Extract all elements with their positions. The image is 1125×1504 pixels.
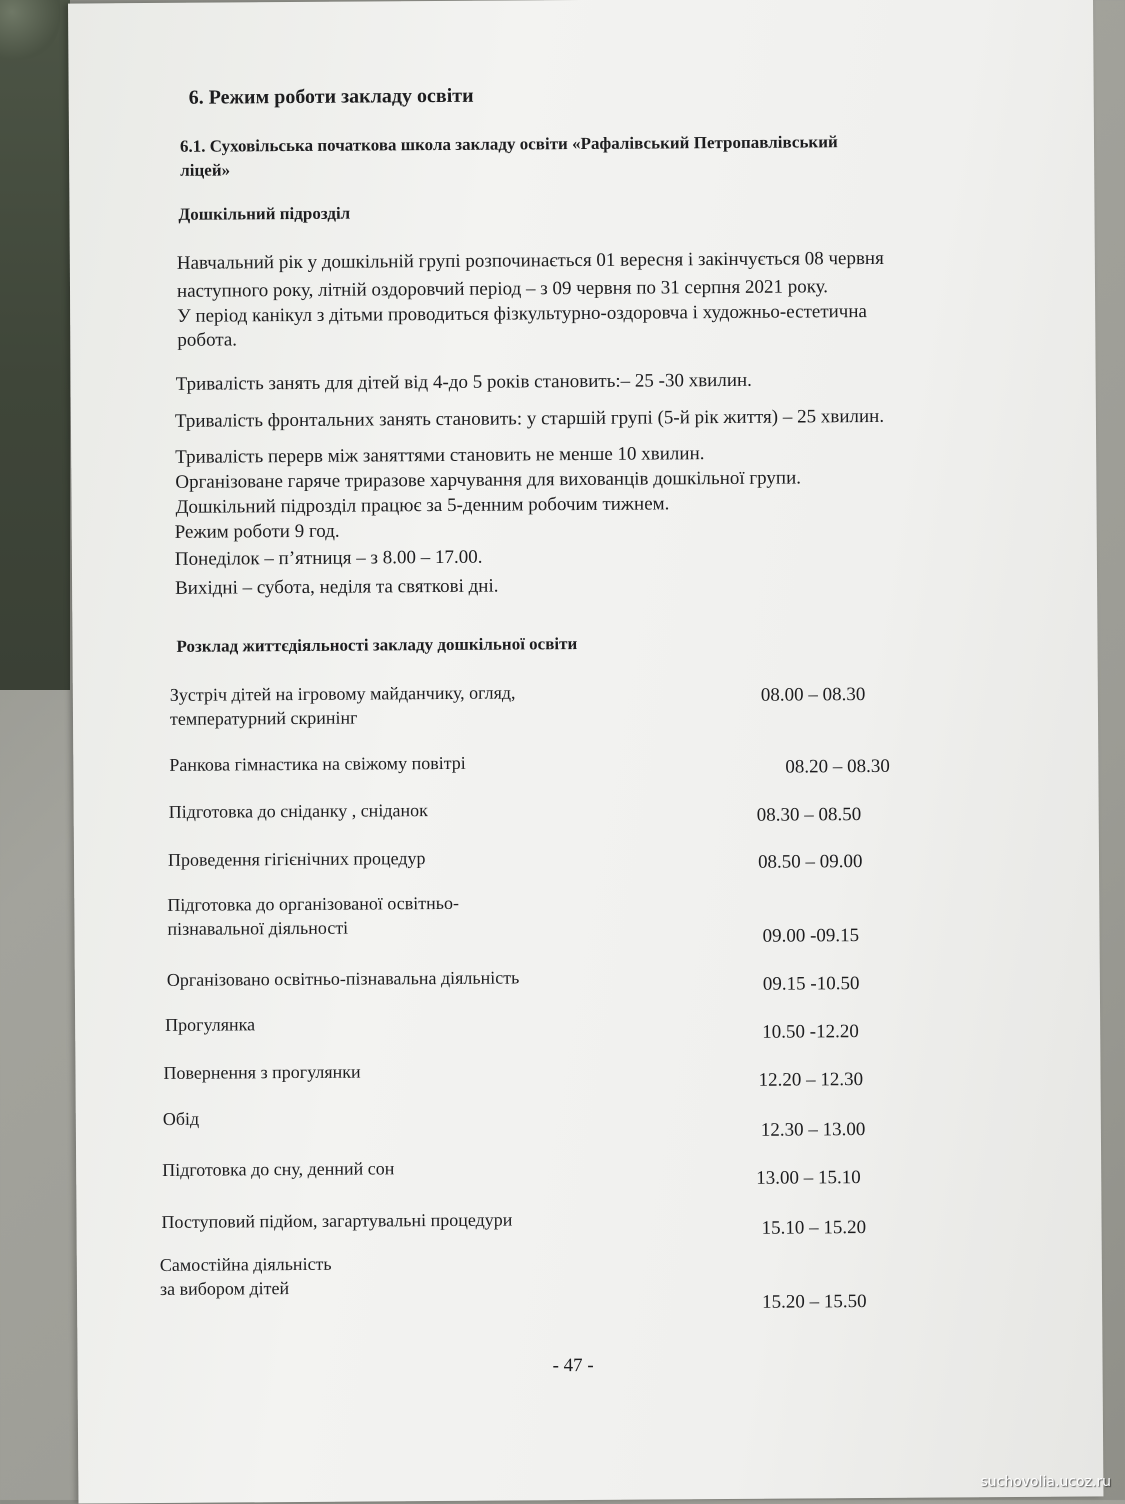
paragraph-line-4: робота. (177, 329, 238, 351)
schedule-time: 12.30 – 13.00 (760, 1119, 866, 1141)
division-title: Дошкільний підрозділ (178, 203, 351, 224)
activity-line: Поступовий підйом, загартувальні процедури (161, 1209, 513, 1232)
schedule-activity (162, 1156, 394, 1182)
subsection-title-line-2: ліцей» (180, 160, 231, 180)
watermark: suchovolia.ucoz.ru (980, 1474, 1111, 1490)
rule-line: Організоване гаряче триразове харчування для вихованців дошкільної групи. (175, 467, 802, 493)
schedule-activity (168, 846, 426, 872)
activity-line: пізнавальної діяльності (167, 917, 349, 939)
activity-line: Прогулянка (165, 1014, 256, 1035)
activity-line: Підготовка до організованої освітньо- (167, 892, 460, 915)
schedule-time: 15.10 – 15.20 (761, 1217, 867, 1239)
schedule-activity (163, 1060, 360, 1085)
schedule-time: 09.00 -09.15 (762, 925, 860, 947)
activity-line: Зустріч дітей на ігровому майданчику, огляд, (169, 682, 516, 705)
schedule-activity (169, 798, 428, 824)
schedule-activity (160, 1252, 332, 1301)
schedule-time: 15.20 – 15.50 (762, 1291, 867, 1313)
rule-line: Дошкільний підрозділ працює за 5-денним робочим тижнем. (175, 493, 670, 518)
schedule-activity (170, 680, 516, 730)
background-object-top (0, 0, 60, 60)
schedule-activity (167, 891, 459, 941)
activity-line: Підготовка до сну, денний сон (162, 1158, 395, 1180)
schedule-activity (165, 1012, 255, 1037)
rule-line: Вихідні – субота, неділя та святкові дні. (175, 575, 499, 599)
schedule-activity (167, 965, 520, 991)
schedule-time: 10.50 -12.20 (762, 1021, 859, 1043)
activity-line: температурний скринінг (169, 707, 358, 729)
frontal-line: Тривалість фронтальних занять становить: у старшій групі (5-й рік життя) – 25 хвилин. (174, 405, 885, 432)
activity-line: за вибором дітей (159, 1278, 290, 1299)
rule-line: Тривалість перерв між заняттями становить не менше 10 хвилин. (175, 443, 705, 468)
subsection-title-line-1: 6.1. Суховільська початкова школа закладу освіти «Рафалівський Петропавлівський (179, 132, 838, 156)
schedule-time: 09.15 -10.50 (762, 973, 860, 995)
schedule-time: 13.00 – 15.10 (756, 1167, 861, 1189)
paragraph-line-2: наступного року, літній оздоровчий період – з 09 червня по 31 серпня 2021 року. (176, 276, 829, 302)
schedule-time: 12.20 – 12.30 (758, 1069, 864, 1091)
schedule-time: 08.50 – 09.00 (757, 851, 863, 873)
activity-line: Повернення з прогулянки (163, 1061, 361, 1083)
page-number: - 47 - (552, 1354, 594, 1377)
paragraph-line-1: Навчальний рік у дошкільній групі розпочинається 01 вересня і закінчується 08 червня (176, 247, 884, 274)
activity-line: Організовано освітньо-пізнавальна діяльність (166, 967, 520, 990)
schedule-time: 08.00 – 08.30 (760, 684, 866, 706)
schedule-time: 08.20 – 08.30 (785, 755, 890, 778)
activity-line: Обід (162, 1108, 200, 1129)
rule-line: Режим роботи 9 год. (174, 520, 340, 543)
paragraph-line-3: У період канікул з дітьми проводиться фізкультурно-оздоровча і художньо-естетична (177, 301, 867, 327)
activity-line: Підготовка до сніданку , сніданок (168, 800, 428, 822)
schedule-time: 08.30 – 08.50 (756, 804, 862, 826)
section-title: 6. Режим роботи закладу освіти (188, 84, 474, 109)
activity-line: Проведення гігієнічних процедур (167, 848, 426, 870)
activity-line: Ранкова гімнастика на свіжому повітрі (169, 752, 466, 775)
activity-line: Самостійна діяльність (159, 1253, 332, 1275)
rule-line: Понеділок – п’ятниця – з 8.00 – 17.00. (174, 546, 483, 570)
schedule-activity (163, 1107, 199, 1131)
document-page (68, 0, 1103, 1504)
duration-line: Тривалість занять для дітей від 4-до 5 років становить:– 25 -30 хвилин. (175, 369, 752, 395)
background-object (0, 0, 70, 690)
schedule-activity (161, 1208, 512, 1234)
schedule-activity (169, 751, 466, 777)
schedule-title: Розклад життєдіяльності закладу дошкільної освіти (176, 634, 578, 656)
